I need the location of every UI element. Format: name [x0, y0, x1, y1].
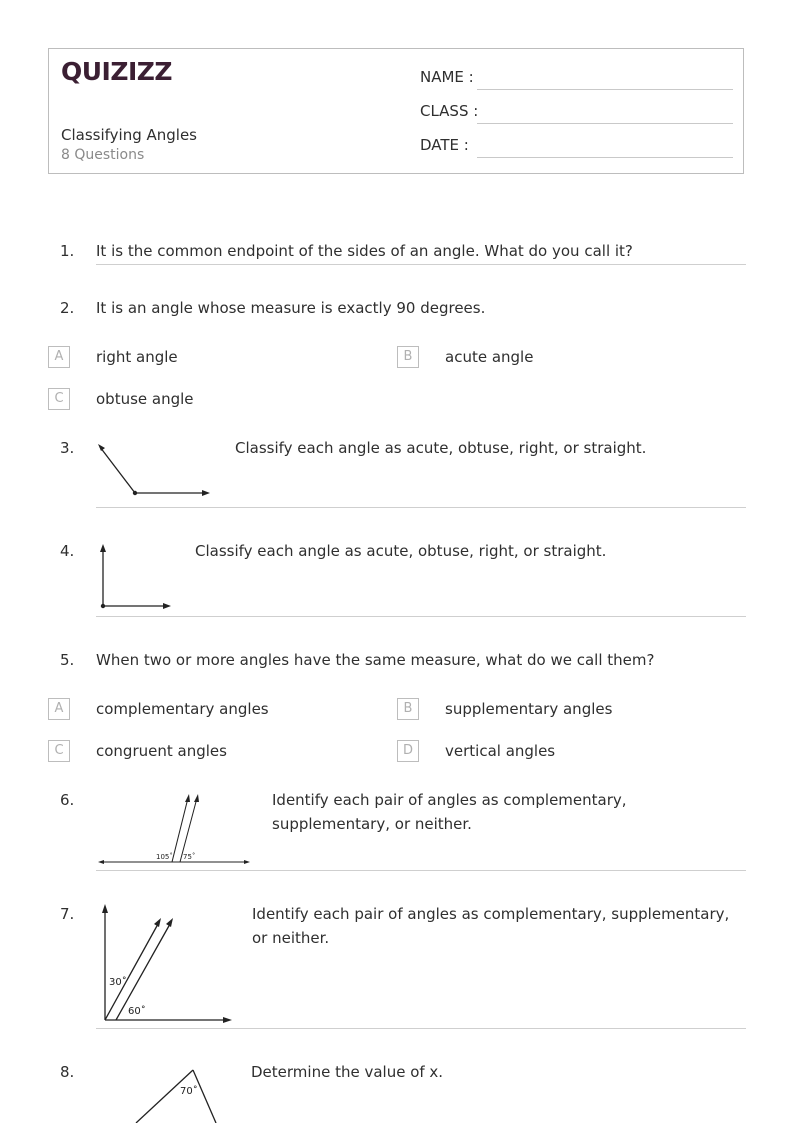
- angle-label-105: 105˚: [156, 853, 173, 861]
- question-5-text: When two or more angles have the same measure, what do we call them?: [96, 651, 655, 669]
- option-b-text[interactable]: acute angle: [445, 348, 534, 366]
- triangle-figure: [96, 1062, 236, 1123]
- question-1-text: It is the common endpoint of the sides of an angle. What do you call it?: [96, 242, 633, 260]
- question-7-text: Identify each pair of angles as complementary, supplementary, or neither.: [252, 905, 730, 947]
- class-field[interactable]: [477, 123, 733, 124]
- option-c-text[interactable]: obtuse angle: [96, 390, 194, 408]
- option-a-box[interactable]: A: [48, 346, 70, 368]
- question-1-number: 1.: [60, 242, 75, 260]
- question-count: 8 Questions: [61, 147, 145, 163]
- option-c-text[interactable]: congruent angles: [96, 742, 227, 760]
- question-2-text: It is an angle whose measure is exactly 90 degrees.: [96, 299, 486, 317]
- answer-line: [96, 870, 746, 871]
- question-3-number: 3.: [60, 439, 75, 457]
- right-angle-figure: [94, 540, 176, 612]
- angle-label-30: 30˚: [109, 977, 127, 988]
- answer-line: [96, 264, 746, 265]
- question-7-number: 7.: [60, 905, 75, 923]
- question-3-text: Classify each angle as acute, obtuse, right, or straight.: [235, 439, 647, 457]
- option-d-box[interactable]: D: [397, 740, 419, 762]
- question-6-text: Identify each pair of angles as complementary, supplementary, or neither.: [272, 791, 627, 833]
- answer-line: [96, 616, 746, 617]
- question-6-number: 6.: [60, 791, 75, 809]
- complementary-angles-figure: [96, 900, 236, 1025]
- option-d-text[interactable]: vertical angles: [445, 742, 556, 760]
- angle-label-70: 70˚: [180, 1086, 198, 1097]
- worksheet-title: Classifying Angles: [61, 126, 197, 144]
- question-8-text: Determine the value of x.: [251, 1063, 444, 1081]
- question-2-number: 2.: [60, 299, 75, 317]
- parallel-lines-figure: [96, 790, 256, 870]
- option-c-box[interactable]: C: [48, 388, 70, 410]
- option-b-text[interactable]: supplementary angles: [445, 700, 613, 718]
- date-label: DATE :: [420, 136, 469, 154]
- question-8-number: 8.: [60, 1063, 75, 1081]
- option-b-box[interactable]: B: [397, 346, 419, 368]
- option-a-text[interactable]: complementary angles: [96, 700, 269, 718]
- angle-label-75: 75˚: [183, 853, 196, 861]
- class-label: CLASS :: [420, 102, 479, 120]
- name-field[interactable]: [477, 89, 733, 90]
- question-5-number: 5.: [60, 651, 75, 669]
- question-4-text: Classify each angle as acute, obtuse, right, or straight.: [195, 542, 607, 560]
- quizizz-logo: QUIZIZZ: [61, 57, 173, 86]
- worksheet-header: [48, 48, 744, 174]
- option-a-text[interactable]: right angle: [96, 348, 178, 366]
- angle-label-60: 60˚: [128, 1006, 146, 1017]
- answer-line: [96, 1028, 746, 1029]
- option-b-box[interactable]: B: [397, 698, 419, 720]
- date-field[interactable]: [477, 157, 733, 158]
- answer-line: [96, 507, 746, 508]
- question-4-number: 4.: [60, 542, 75, 560]
- obtuse-angle-figure: [94, 440, 214, 500]
- option-c-box[interactable]: C: [48, 740, 70, 762]
- name-label: NAME :: [420, 68, 474, 86]
- option-a-box[interactable]: A: [48, 698, 70, 720]
